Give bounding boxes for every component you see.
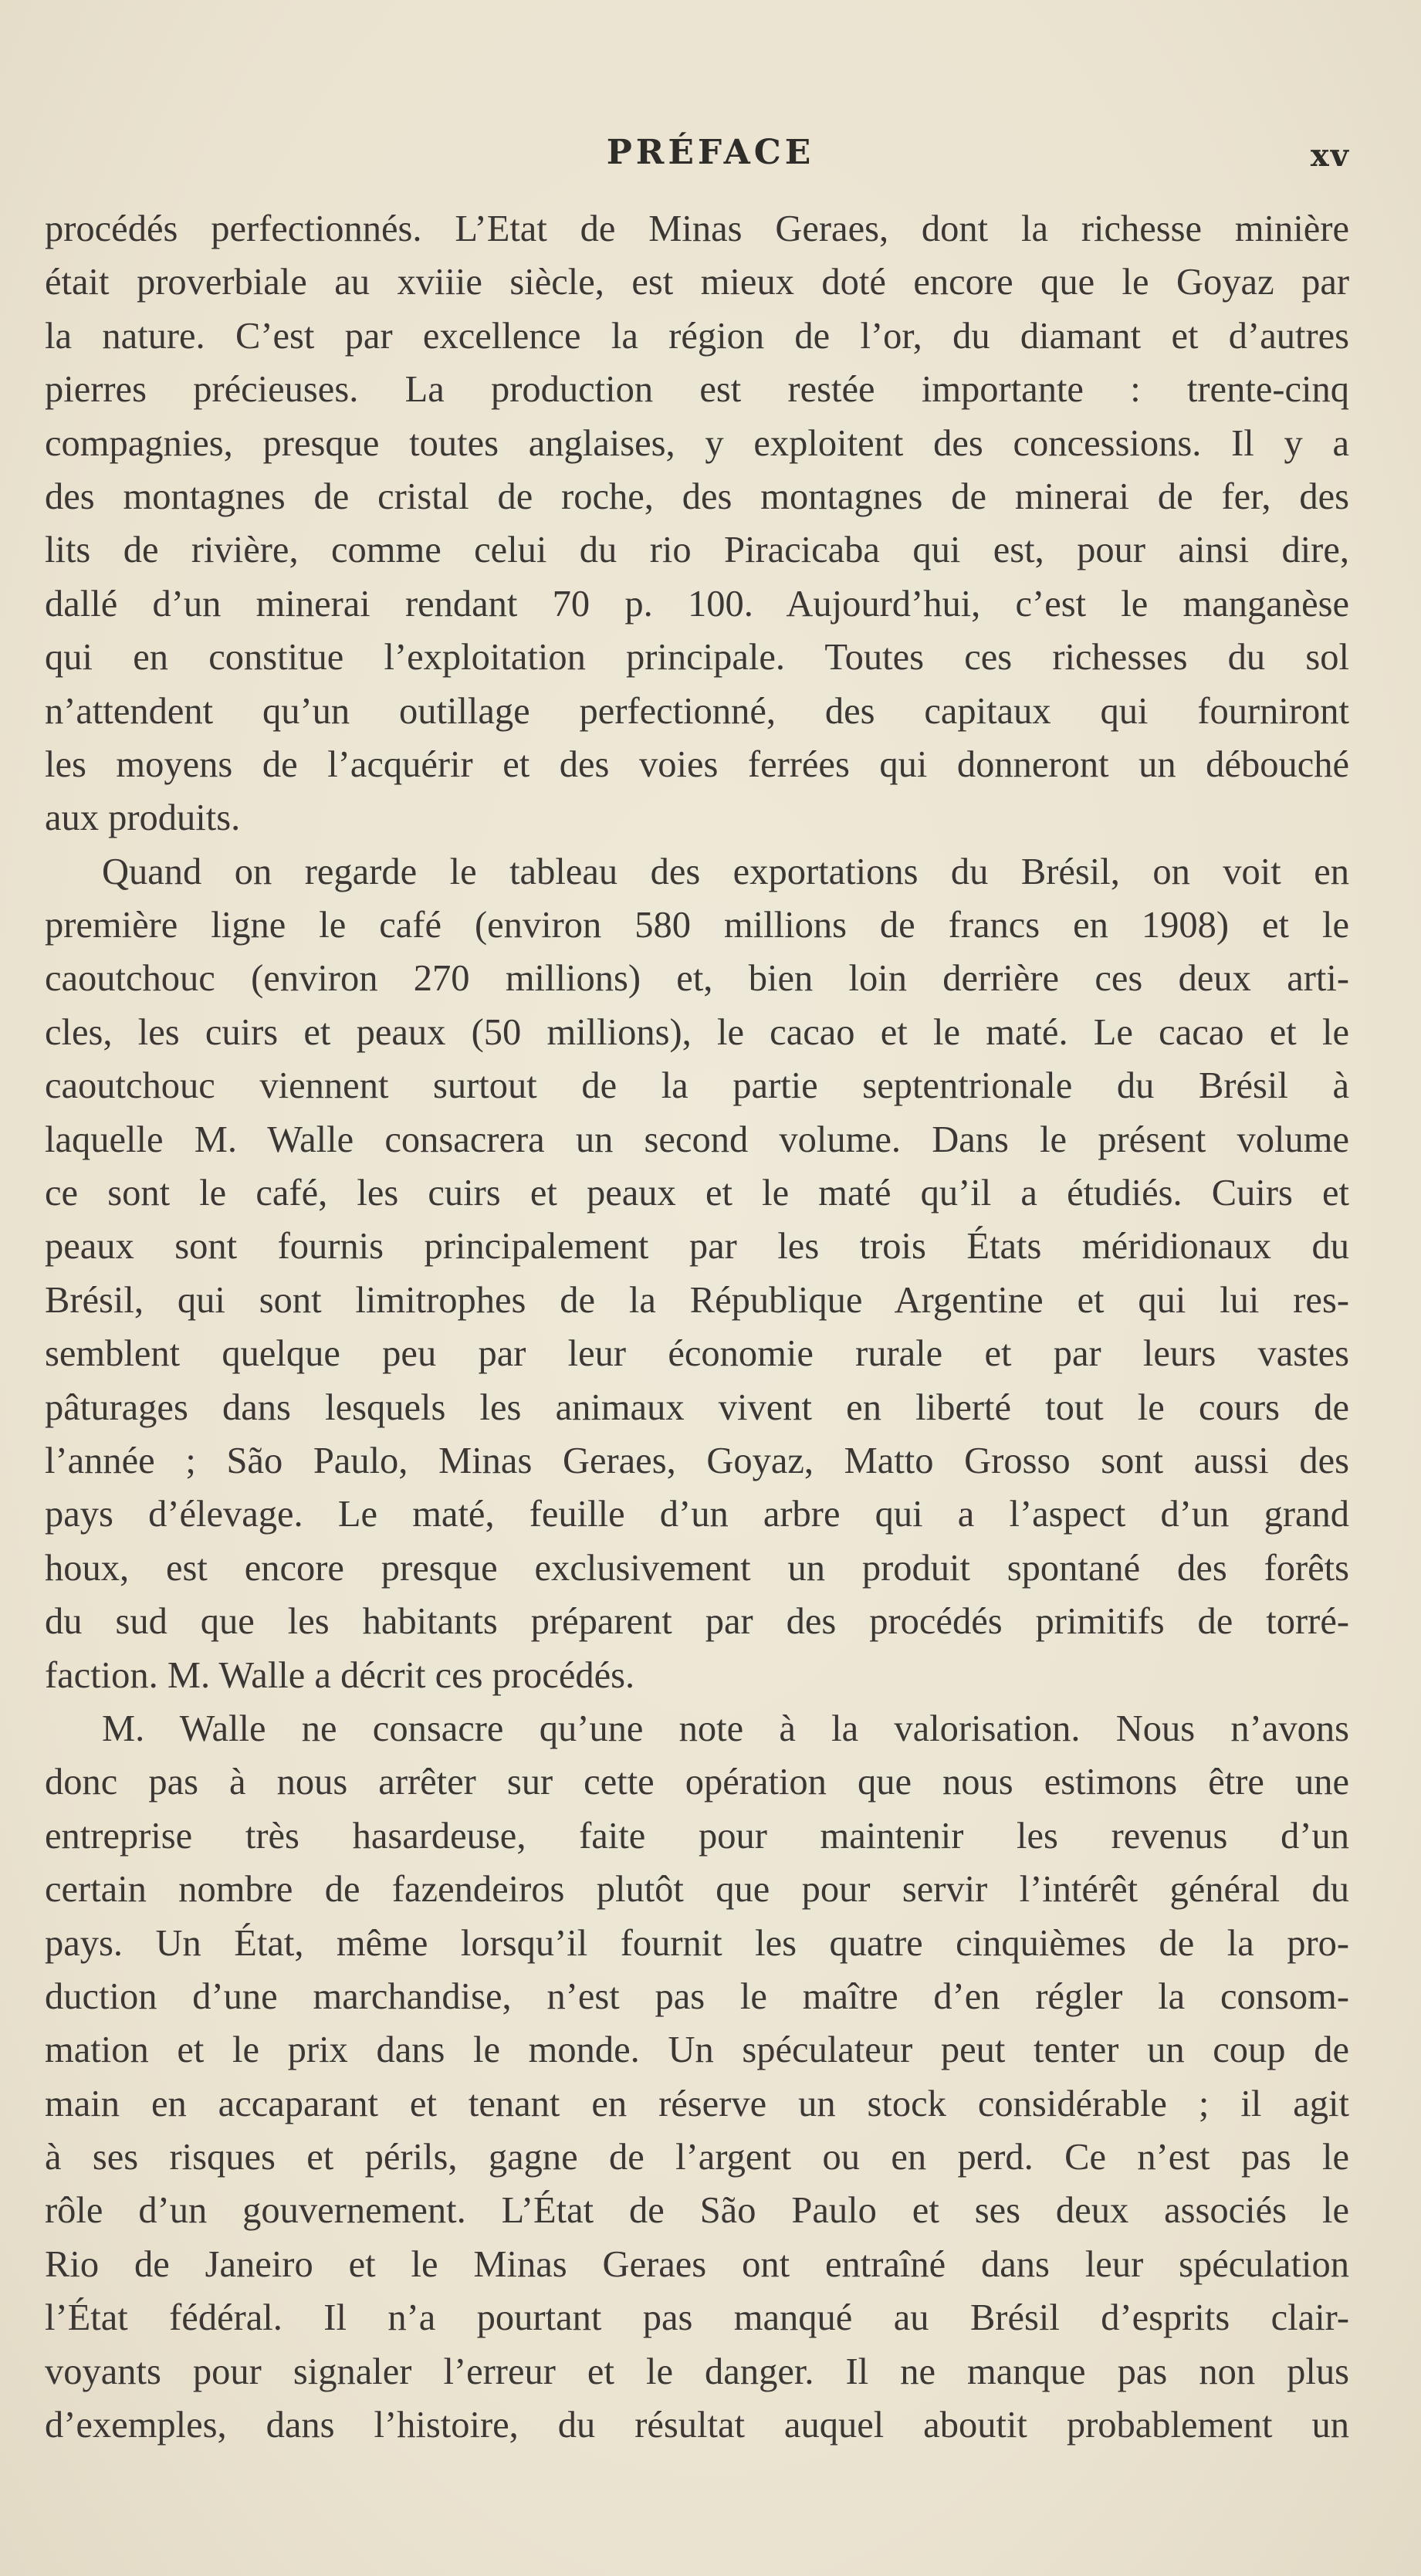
page-title: PRÉFACE <box>606 133 815 172</box>
text-line: était proverbiale au xviiie siècle, est mieux doté encore que le Goyaz par <box>45 262 1349 303</box>
text-line: M. Walle ne consacre qu’une note à la valorisation. Nous n’avons <box>102 1708 1349 1749</box>
text-line: du sud que les habitants préparent par des procédés primitifs de torré- <box>45 1601 1349 1643</box>
text-line: ce sont le café, les cuirs et peaux et le maté qu’il a étudiés. Cuirs et <box>45 1173 1349 1214</box>
text-line: l’État fédéral. Il n’a pourtant pas manqué au Brésil d’esprits clair- <box>45 2297 1349 2339</box>
text-line: voyants pour signaler l’erreur et le danger. Il ne manque pas non plus <box>45 2351 1349 2392</box>
text-line: des montagnes de cristal de roche, des montagnes de minerai de fer, des <box>45 476 1349 517</box>
text-line: caoutchouc (environ 270 millions) et, bien loin derrière ces deux arti- <box>45 958 1349 1000</box>
text-line: mation et le prix dans le monde. Un spéculateur peut tenter un coup de <box>45 2029 1349 2071</box>
text-line: l’année ; São Paulo, Minas Geraes, Goyaz, Matto Grosso sont aussi des <box>45 1440 1349 1481</box>
text-line: faction. M. Walle a décrit ces procédés. <box>45 1654 635 1696</box>
text-line: certain nombre de fazendeiros plutôt que pour servir l’intérêt général du <box>45 1869 1349 1911</box>
text-line: Rio de Janeiro et le Minas Geraes ont entraîné dans leur spéculation <box>45 2243 1349 2285</box>
text-line: duction d’une marchandise, n’est pas le maître d’en régler la consom- <box>45 1975 1349 2017</box>
text-line: lits de rivière, comme celui du rio Piracicaba qui est, pour ainsi dire, <box>45 530 1349 571</box>
text-line: houx, est encore presque exclusivement un produit spontané des forêts <box>45 1547 1349 1589</box>
text-line: la nature. C’est par excellence la région de l’or, du diamant et d’autres <box>45 315 1349 357</box>
text-line: aux produits. <box>45 797 241 839</box>
text-line: les moyens de l’acquérir et des voies ferrées qui donneront un débouché <box>45 743 1349 785</box>
text-line: laquelle M. Walle consacrera un second volume. Dans le présent volume <box>45 1119 1349 1160</box>
text-line: d’exemples, dans l’histoire, du résultat auquel aboutit probablement un <box>45 2405 1349 2446</box>
text-line: Quand on regarde le tableau des exportations du Brésil, on voit en <box>102 851 1349 892</box>
text-line: pâturages dans lesquels les animaux vivent en liberté tout le cours de <box>45 1386 1349 1428</box>
page-number: xv <box>1310 137 1350 174</box>
text-line: pays. Un État, même lorsqu’il fournit les quatre cinquièmes de la pro- <box>45 1922 1349 1964</box>
text-line: pierres précieuses. La production est restée importante : trente-cinq <box>45 369 1349 411</box>
text-line: donc pas à nous arrêter sur cette opération que nous estimons être une <box>45 1762 1349 1803</box>
text-line: semblent quelque peu par leur économie rurale et par leurs vastes <box>45 1333 1349 1375</box>
text-line: à ses risques et périls, gagne de l’argent ou en perd. Ce n’est pas le <box>45 2137 1349 2178</box>
text-line: main en accaparant et tenant en réserve un stock considérable ; il agit <box>45 2083 1349 2124</box>
text-line: compagnies, presque toutes anglaises, y exploitent des concessions. Il y a <box>45 422 1349 464</box>
text-line: caoutchouc viennent surtout de la partie septentrionale du Brésil à <box>45 1065 1349 1107</box>
text-line: cles, les cuirs et peaux (50 millions), le cacao et le maté. Le cacao et le <box>45 1011 1349 1053</box>
text-line: entreprise très hasardeuse, faite pour maintenir les revenus d’un <box>45 1815 1349 1857</box>
text-line: peaux sont fournis principalement par les trois États méridionaux du <box>45 1226 1349 1268</box>
text-line: procédés perfectionnés. L’Etat de Minas Geraes, dont la richesse minière <box>45 208 1349 249</box>
text-line: qui en constitue l’exploitation principale. Toutes ces richesses du sol <box>45 637 1349 679</box>
text-line: n’attendent qu’un outillage perfectionné, des capitaux qui fourniront <box>45 690 1349 732</box>
running-head <box>0 130 1421 176</box>
text-line: dallé d’un minerai rendant 70 p. 100. Aujourd’hui, c’est le manganèse <box>45 583 1349 625</box>
text-line: pays d’élevage. Le maté, feuille d’un arbre qui a l’aspect d’un grand <box>45 1494 1349 1535</box>
text-line: rôle d’un gouvernement. L’État de São Paulo et ses deux associés le <box>45 2190 1349 2232</box>
body-text <box>45 202 1349 2452</box>
text-line: première ligne le café (environ 580 millions de francs en 1908) et le <box>45 905 1349 946</box>
text-line: Brésil, qui sont limitrophes de la République Argentine et qui lui res- <box>45 1279 1349 1321</box>
